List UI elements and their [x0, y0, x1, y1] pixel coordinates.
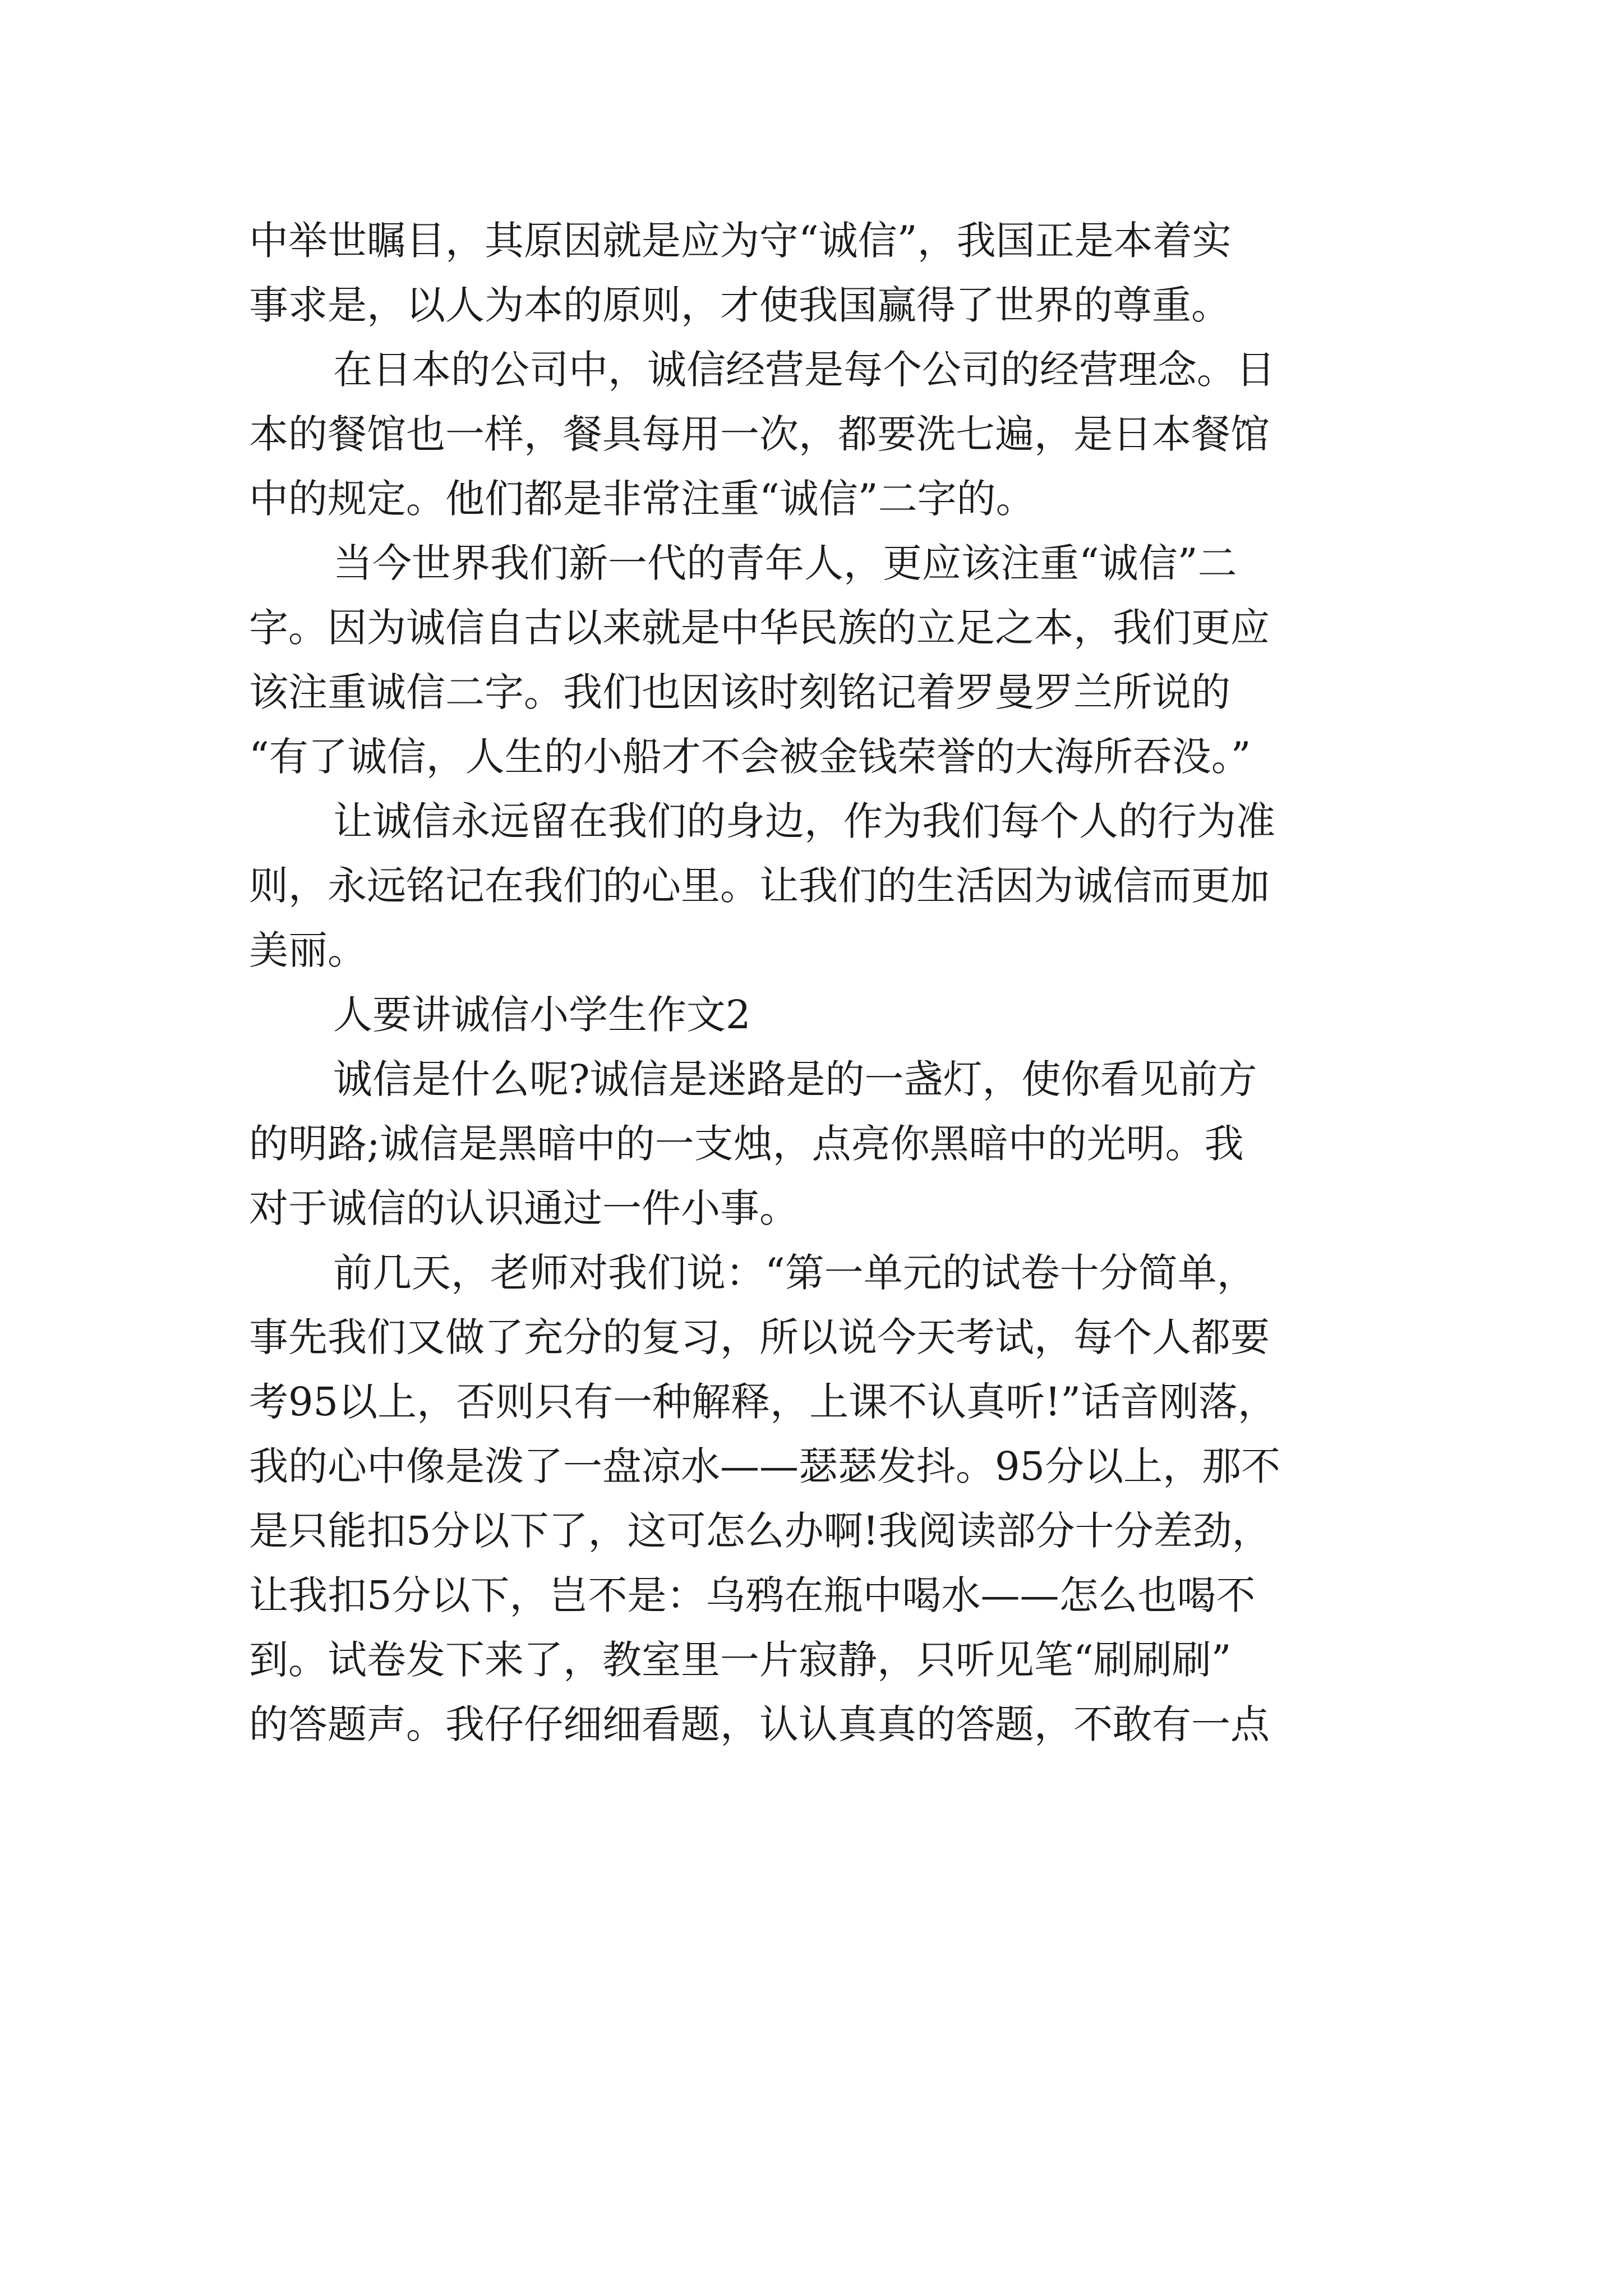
paragraph-2 [249, 338, 1382, 531]
text-line: 美丽。 [249, 927, 367, 973]
section-heading: 人要讲诚信小学生作文2 [333, 992, 751, 1038]
text-line: 中举世瞩目，其原因就是应为守“诚信”，我国正是本着实 [249, 218, 1232, 264]
text-line: 的明路;诚信是黑暗中的一支烛，点亮你黑暗中的光明。我 [249, 1121, 1244, 1167]
text-line: 对于诚信的认识通过一件小事。 [249, 1185, 799, 1231]
paragraph-4 [249, 789, 1382, 983]
text-line: 在日本的公司中，诚信经营是每个公司的经营理念。日 [333, 347, 1275, 393]
text-line: 字。因为诚信自古以来就是中华民族的立足之本，我们更应 [249, 605, 1270, 651]
text-line: 则，永远铭记在我们的心里。让我们的生活因为诚信而更加 [249, 863, 1270, 909]
essay-body [249, 209, 1382, 1757]
paragraph-6 [249, 1241, 1382, 1757]
text-line: 前几天，老师对我们说：“第一单元的试卷十分简单， [333, 1250, 1256, 1296]
text-line: 中的规定。他们都是非常注重“诚信”二字的。 [249, 476, 1035, 522]
paragraph-1 [249, 209, 1382, 338]
paragraph-3 [249, 531, 1382, 789]
text-line: 事先我们又做了充分的复习，所以说今天考试，每个人都要 [249, 1314, 1270, 1360]
section-heading-block [249, 983, 1382, 1047]
text-line: 本的餐馆也一样，餐具每用一次，都要洗七遍，是日本餐馆 [249, 411, 1270, 457]
paragraph-5 [249, 1047, 1382, 1241]
text-line: “有了诚信，人生的小船才不会被金钱荣誉的大海所吞没。” [249, 734, 1251, 780]
text-line: 的答题声。我仔仔细细看题，认认真真的答题，不敢有一点 [249, 1701, 1270, 1747]
text-line: 是只能扣5分以下了，这可怎么办啊!我阅读部分十分差劲， [249, 1508, 1271, 1554]
text-line: 诚信是什么呢?诚信是迷路是的一盏灯，使你看见前方 [333, 1056, 1257, 1102]
text-line: 到。试卷发下来了，教室里一片寂静，只听见笔“刷刷刷” [249, 1637, 1232, 1683]
text-line: 我的心中像是泼了一盘凉水——瑟瑟发抖。95分以上，那不 [249, 1443, 1281, 1489]
text-line: 让诚信永远留在我们的身边，作为我们每个人的行为准 [333, 798, 1275, 844]
text-line: 事求是，以人为本的原则，才使我国赢得了世界的尊重。 [249, 282, 1230, 328]
text-line: 该注重诚信二字。我们也因该时刻铭记着罗曼罗兰所说的 [249, 669, 1230, 715]
text-line: 考95以上，否则只有一种解释，上课不认真听!”话音刚落， [249, 1379, 1277, 1425]
text-line: 让我扣5分以下，岂不是：乌鸦在瓶中喝水——怎么也喝不 [249, 1572, 1256, 1618]
text-line: 当今世界我们新一代的青年人，更应该注重“诚信”二 [333, 540, 1237, 586]
